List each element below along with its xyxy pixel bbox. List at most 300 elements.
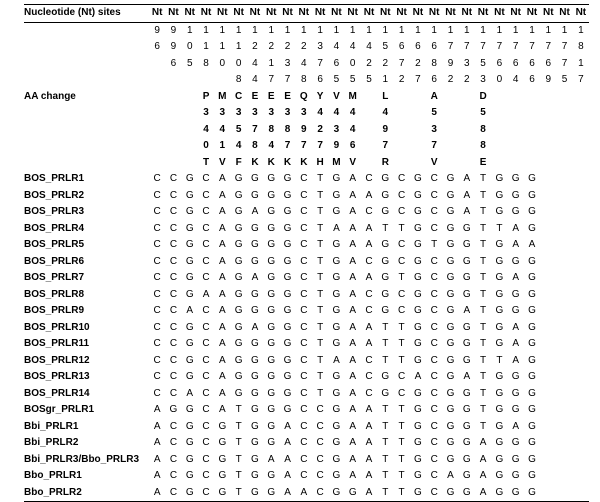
aa-change-cell (182, 89, 198, 106)
base-cell: G (511, 173, 520, 184)
header-col: Nt (491, 5, 507, 23)
base-cell: A (153, 420, 161, 432)
site-number-row (24, 22, 589, 39)
header-col: Nt (410, 5, 426, 23)
base-cell: T (480, 288, 487, 300)
base-cell: G (446, 189, 455, 201)
base-cell: G (462, 321, 471, 333)
base-cell: T (235, 404, 242, 415)
site-number-cell: 1 (398, 24, 405, 36)
base-cell: C (365, 387, 373, 399)
base-cell (573, 270, 589, 287)
base-cell: G (251, 470, 259, 481)
site-number-cell: 5 (349, 74, 356, 85)
base-cell: T (382, 453, 389, 465)
base-cell: C (300, 288, 308, 300)
base-cell: G (495, 239, 504, 250)
base-cell: C (202, 173, 210, 184)
base-cell (540, 270, 556, 287)
site-number-cell: 6 (333, 57, 340, 69)
base-cell: A (349, 321, 357, 333)
base-cell: G (267, 420, 276, 432)
base-cell: A (349, 437, 357, 448)
sequence-name: BOS_PRLR4 (24, 222, 85, 234)
aa-change-cell (540, 105, 556, 122)
base-cell: T (480, 222, 487, 234)
base-cell: A (349, 173, 357, 184)
site-number-cell: 6 (170, 57, 177, 69)
site-number-cell: 1 (464, 24, 470, 36)
base-cell: G (495, 288, 504, 300)
base-cell: G (495, 255, 504, 267)
base-cell: G (185, 437, 194, 448)
aa-change-cell: 5 (480, 107, 486, 118)
site-number-cell (149, 56, 165, 73)
base-cell: T (480, 272, 487, 283)
base-cell: G (495, 321, 504, 333)
base-cell: G (234, 321, 243, 333)
base-cell: C (202, 470, 210, 481)
base-cell (573, 303, 589, 320)
base-cell: A (349, 239, 357, 250)
base-cell: G (414, 305, 422, 316)
base-cell: G (251, 305, 259, 316)
base-cell: T (480, 189, 487, 201)
base-cell: G (251, 239, 259, 250)
aa-change-cell (393, 138, 409, 155)
base-cell: G (462, 404, 471, 415)
aa-change-cell: 3 (284, 107, 291, 118)
site-number-cell: 6 (529, 57, 535, 69)
base-cell: C (198, 485, 214, 502)
aa-change-cell: 7 (317, 140, 323, 151)
base-cell: G (528, 288, 536, 300)
base-cell: A (463, 305, 471, 316)
base-cell: T (382, 222, 389, 234)
base-cell (540, 237, 556, 254)
base-cell: G (528, 189, 536, 201)
base-cell: A (528, 239, 536, 250)
base-cell: T (382, 437, 389, 448)
base-cell: G (414, 338, 422, 349)
aa-change-cell: V (219, 156, 226, 168)
base-cell: C (169, 255, 178, 267)
base-cell: C (430, 321, 438, 333)
sequence-name: Bbi_PRLR3/Bbo_PRLR3 (24, 453, 140, 465)
aa-change-cell: V (430, 156, 438, 168)
base-cell: T (480, 239, 487, 250)
aa-change-cell: E (267, 90, 275, 102)
site-number-cell: 1 (561, 24, 568, 36)
base-cell: C (169, 453, 178, 465)
aa-change-cell: P (202, 90, 210, 102)
base-cell: C (365, 354, 373, 366)
aa-change-cell: H (316, 156, 324, 168)
base-cell: C (300, 354, 308, 366)
base-cell: C (300, 173, 308, 184)
base-cell (573, 386, 589, 403)
base-cell: C (202, 338, 210, 349)
aa-change-cell (524, 155, 540, 172)
aa-change-cell: 3 (431, 123, 437, 135)
base-cell: T (317, 321, 324, 333)
site-number-cell: 9 (447, 57, 454, 69)
base-cell: A (279, 485, 295, 502)
base-cell: G (234, 239, 243, 250)
base-cell: G (218, 453, 227, 465)
aa-change-cell: T (202, 156, 210, 168)
base-cell: G (495, 206, 504, 217)
base-cell: C (430, 371, 438, 382)
base-cell: C (430, 272, 438, 283)
aa-change-cell: 4 (219, 123, 226, 135)
aa-change-label (24, 138, 149, 155)
base-cell: G (332, 272, 341, 283)
base-cell: A (219, 255, 226, 267)
aa-change-cell: E (251, 90, 259, 102)
aa-change-cell (410, 155, 426, 172)
base-cell: G (495, 437, 504, 448)
base-cell: T (398, 404, 405, 415)
base-cell: G (251, 338, 259, 349)
base-cell: T (382, 338, 389, 349)
base-cell: T (317, 272, 324, 283)
base-cell: G (459, 485, 475, 502)
base-cell: G (528, 305, 536, 316)
header-col: Nt (393, 5, 409, 23)
site-number-cell: 9 (545, 74, 552, 85)
site-number-cell (165, 72, 181, 89)
base-cell: T (480, 338, 487, 349)
base-cell (573, 369, 589, 386)
base-cell: G (251, 404, 259, 415)
base-cell (540, 221, 556, 238)
base-cell (573, 468, 589, 485)
site-number-cell: 0 (186, 41, 193, 52)
base-cell: G (446, 305, 455, 316)
base-cell: C (202, 206, 210, 217)
site-number-cell (214, 72, 230, 89)
aa-change-cell: 9 (382, 123, 389, 135)
site-number-cell: 5 (561, 74, 568, 85)
aa-change-cell: Y (316, 90, 324, 102)
header-col: Nt (459, 5, 475, 23)
base-cell: G (234, 272, 243, 283)
site-number-cell: 8 (301, 74, 307, 85)
site-number-cell: 7 (545, 41, 552, 52)
site-number-cell: 1 (268, 57, 274, 69)
site-number-cell: 5 (480, 57, 486, 69)
base-cell: G (462, 288, 471, 300)
base-cell: G (283, 255, 292, 267)
aa-change-cell (508, 89, 524, 106)
base-cell: A (219, 272, 226, 283)
base-cell: G (528, 222, 536, 234)
base-cell: G (508, 485, 524, 502)
sequence-name: BOS_PRLR5 (24, 239, 85, 250)
site-number-cell: 1 (235, 24, 242, 36)
base-cell: G (446, 371, 455, 382)
base-cell: G (528, 420, 536, 432)
base-cell: C (397, 173, 406, 184)
base-cell: G (414, 206, 422, 217)
base-cell: C (300, 272, 308, 283)
base-cell: T (393, 485, 409, 502)
base-cell: C (300, 189, 308, 201)
base-cell (556, 353, 572, 370)
base-cell: A (219, 305, 226, 316)
base-cell: G (446, 437, 455, 448)
base-cell: C (153, 272, 161, 283)
aa-change-row (24, 105, 589, 122)
base-cell: C (300, 387, 308, 399)
aa-change-cell (165, 122, 181, 139)
aa-change-cell: 4 (382, 107, 389, 118)
base-cell: G (267, 371, 276, 382)
base-cell: G (381, 387, 390, 399)
base-cell: C (169, 173, 178, 184)
base-cell: C (169, 239, 178, 250)
aa-change-cell: 3 (252, 107, 258, 118)
aa-change-cell (573, 155, 589, 172)
base-cell: C (430, 255, 438, 267)
site-number-cell: 7 (496, 41, 503, 52)
base-cell: G (381, 239, 390, 250)
base-cell: G (345, 485, 361, 502)
base-cell: G (332, 321, 341, 333)
aa-change-cell: M (348, 90, 357, 102)
base-cell: G (528, 321, 536, 333)
base-cell: A (349, 420, 357, 432)
base-cell (573, 221, 589, 238)
site-number-cell: 4 (333, 41, 340, 52)
aa-change-cell (442, 155, 458, 172)
aa-change-cell (573, 122, 589, 139)
aa-change-cell (361, 155, 377, 172)
base-cell: G (414, 387, 422, 399)
base-cell: C (153, 371, 161, 382)
base-cell: A (284, 437, 291, 448)
base-cell: G (251, 453, 259, 465)
base-cell: G (511, 189, 520, 201)
aa-change-cell (540, 155, 556, 172)
base-cell: G (185, 222, 194, 234)
aa-change-cell (556, 122, 572, 139)
site-number-cell: 0 (496, 74, 503, 85)
sequence-name: BOS_PRLR7 (24, 272, 85, 283)
site-number-cell: 1 (447, 24, 454, 36)
base-cell (556, 402, 572, 419)
base-cell: T (317, 255, 324, 267)
header-label: Nucleotide (Nt) sites (24, 5, 149, 23)
base-cell (540, 188, 556, 205)
base-cell: T (235, 437, 242, 448)
aa-change-cell (149, 155, 165, 172)
base-cell: C (169, 321, 178, 333)
site-number-cell: 7 (512, 41, 519, 52)
base-cell: A (219, 222, 226, 234)
base-cell: A (219, 371, 226, 382)
sequence-row (24, 303, 589, 320)
base-cell: C (430, 437, 438, 448)
base-cell: A (202, 288, 210, 300)
site-number-cell: 3 (317, 41, 323, 52)
base-cell: C (202, 387, 210, 399)
base-cell: G (446, 420, 455, 432)
base-cell: G (283, 239, 292, 250)
base-cell: G (185, 470, 194, 481)
base-cell: C (202, 453, 210, 465)
base-cell: G (283, 173, 292, 184)
base-cell: G (446, 272, 455, 283)
header-col: Nt (296, 5, 312, 23)
aa-change-cell (540, 138, 556, 155)
base-cell: G (251, 255, 259, 267)
aa-change-cell: D (479, 90, 487, 102)
base-cell: G (283, 288, 292, 300)
site-number-cell: 4 (366, 41, 372, 52)
base-cell: G (185, 189, 194, 201)
base-cell (573, 171, 589, 188)
base-cell (556, 254, 572, 271)
base-cell: C (430, 470, 438, 481)
base-cell: A (475, 485, 491, 502)
aa-change-cell (361, 122, 377, 139)
base-cell: G (234, 371, 243, 382)
base-cell: G (283, 321, 292, 333)
base-cell: G (414, 453, 422, 465)
site-number-cell: 1 (186, 24, 193, 36)
base-cell: G (414, 173, 422, 184)
aa-change-cell: E (284, 90, 291, 102)
base-cell: G (462, 222, 471, 234)
base-cell: G (462, 453, 471, 465)
base-cell: A (512, 354, 520, 366)
base-cell: G (267, 470, 276, 481)
site-number-cell: 1 (578, 24, 584, 36)
aa-change-cell (361, 89, 377, 106)
base-cell: G (251, 288, 259, 300)
base-cell: T (317, 239, 324, 250)
base-cell: G (495, 173, 504, 184)
site-number-cell: 1 (203, 24, 209, 36)
base-cell (540, 287, 556, 304)
base-cell (540, 419, 556, 436)
base-cell: A (365, 453, 373, 465)
base-cell: G (283, 371, 292, 382)
aa-change-cell: 4 (268, 140, 274, 151)
base-cell: G (446, 222, 455, 234)
base-cell: A (333, 354, 340, 366)
base-cell: T (480, 387, 487, 399)
base-cell: G (381, 371, 390, 382)
aa-change-cell: 3 (333, 123, 340, 135)
sequence-row (24, 452, 589, 469)
aa-change-cell (393, 89, 409, 106)
base-cell: G (462, 255, 471, 267)
base-cell: C (397, 255, 406, 267)
base-cell: G (185, 206, 194, 217)
base-cell: C (430, 288, 438, 300)
aa-change-cell: 4 (203, 123, 209, 135)
base-cell: G (185, 173, 194, 184)
site-number-row (24, 39, 589, 56)
base-cell: C (153, 206, 161, 217)
base-cell: G (528, 173, 536, 184)
sequence-name: BOSgr_PRLR1 (24, 404, 95, 415)
base-cell: C (300, 453, 308, 465)
base-cell: G (446, 255, 455, 267)
base-cell: C (430, 453, 438, 465)
site-number-cell: 1 (219, 41, 226, 52)
base-cell: T (382, 321, 389, 333)
base-cell: G (234, 354, 243, 366)
base-cell: C (169, 189, 178, 201)
base-cell: C (153, 239, 161, 250)
base-cell: A (365, 239, 373, 250)
base-cell: G (381, 189, 390, 201)
base-cell: G (495, 404, 504, 415)
base-cell: T (317, 305, 324, 316)
aa-change-cell (491, 89, 507, 106)
base-cell: A (219, 387, 226, 399)
site-row-label (24, 22, 149, 39)
header-col: Nt (247, 5, 263, 23)
sequence-name: BOS_PRLR11 (24, 338, 90, 349)
base-cell: G (414, 420, 422, 432)
aa-change-row (24, 155, 589, 172)
header-col: Nt (182, 5, 198, 23)
base-cell: G (524, 485, 540, 502)
base-cell: T (398, 272, 405, 283)
header-col: Nt (573, 5, 589, 23)
base-cell: G (414, 239, 422, 250)
base-cell: T (480, 305, 487, 316)
base-cell: A (349, 305, 357, 316)
site-number-cell: 1 (382, 24, 389, 36)
base-cell: C (153, 222, 161, 234)
base-cell: G (185, 420, 194, 432)
base-cell (573, 287, 589, 304)
site-number-cell: 7 (480, 41, 486, 52)
base-cell (556, 320, 572, 337)
base-cell: C (300, 206, 308, 217)
site-number-cell: 7 (447, 41, 454, 52)
sequence-row (24, 254, 589, 271)
base-cell: T (382, 420, 389, 432)
base-cell: T (317, 354, 324, 366)
base-cell: G (528, 272, 536, 283)
sequence-name: Bbi_PRLR1 (24, 420, 79, 432)
base-cell: C (316, 470, 324, 481)
base-cell: G (528, 255, 536, 267)
base-cell: T (480, 321, 487, 333)
aa-change-cell: 4 (349, 107, 356, 118)
aa-change-cell: K (283, 156, 292, 168)
base-cell: G (414, 321, 422, 333)
base-cell: G (414, 404, 422, 415)
aa-change-cell (524, 122, 540, 139)
aa-change-label (24, 155, 149, 172)
base-cell: G (414, 255, 422, 267)
base-cell: C (300, 338, 308, 349)
aa-change-cell: 0 (203, 140, 209, 151)
aa-change-cell: 4 (349, 123, 356, 135)
aa-change-cell (149, 122, 165, 139)
base-cell: C (169, 371, 178, 382)
site-number-cell: 6 (529, 74, 535, 85)
base-cell: G (267, 239, 276, 250)
